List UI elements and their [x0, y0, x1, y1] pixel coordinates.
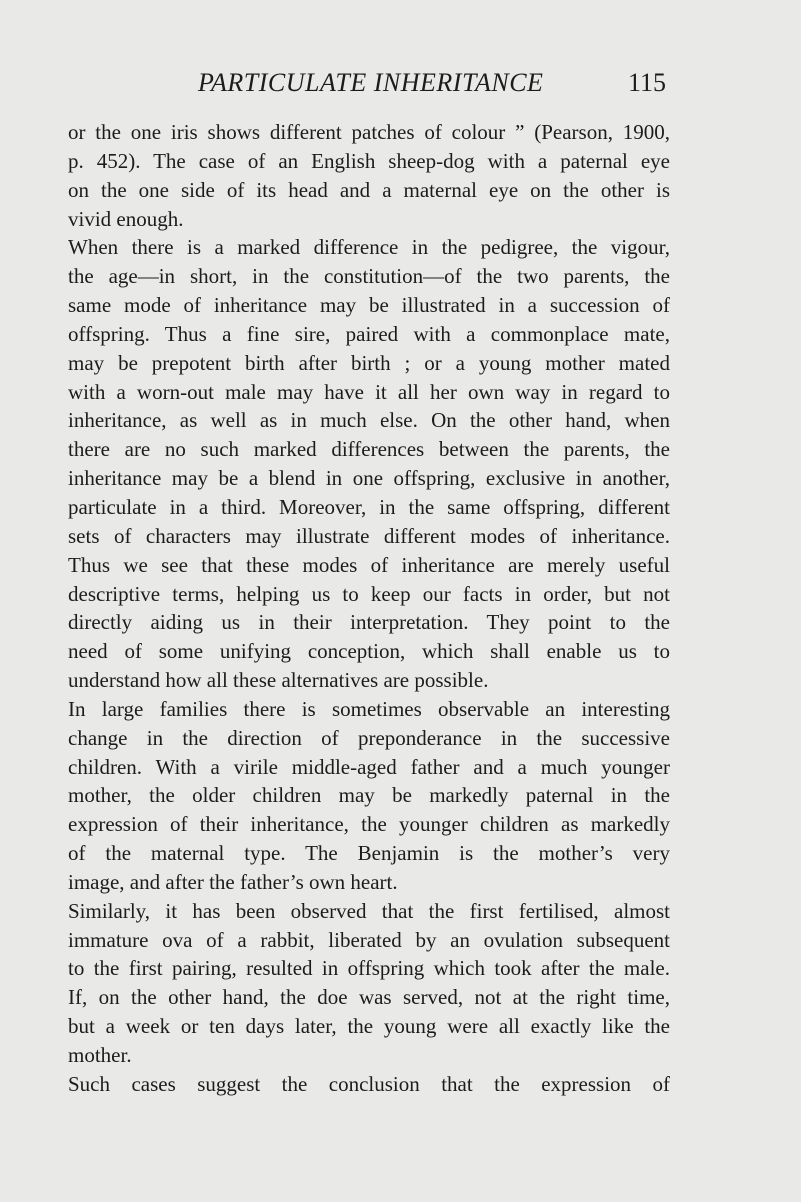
text-line: p. 452). The case of an English sheep-dog with a paternal eye: [68, 148, 670, 173]
text-line: Similarly, it has been observed that the first fertilised, almost: [68, 898, 670, 923]
text-line: or the one iris shows different patches of colour ” (Pearson, 1900,: [68, 120, 670, 144]
text-line: image, and after the father’s own heart.: [68, 869, 398, 894]
text-line: vivid enough.: [68, 206, 184, 231]
text-line: on the one side of its head and a maternal eye on the other is: [68, 177, 670, 202]
text-line: the age—in short, in the constitution—of the two parents, the: [68, 264, 670, 289]
text-line: descriptive terms, helping us to keep our facts in order, but not: [68, 581, 670, 606]
text-line: expression of their inheritance, the younger children as markedly: [68, 812, 670, 837]
body-text: [68, 118, 670, 1099]
text-line: to the first pairing, resulted in offspring which took after the male.: [68, 956, 670, 981]
text-line: there are no such marked differences between the parents, the: [68, 437, 670, 462]
text-line: inheritance may be a blend in one offspring, exclusive in another,: [68, 466, 670, 491]
text-line: particulate in a third. Moreover, in the same offspring, different: [68, 494, 670, 519]
text-line: change in the direction of preponderance in the successive: [68, 725, 670, 750]
text-line: Thus we see that these modes of inheritance are merely useful: [68, 552, 670, 577]
text-line: children. With a virile middle-aged father and a much younger: [68, 754, 670, 779]
text-line: but a week or ten days later, the young were all exactly like the: [68, 1014, 670, 1039]
text-line: same mode of inheritance may be illustrated in a succession of: [68, 293, 670, 318]
text-line: need of some unifying conception, which shall enable us to: [68, 639, 670, 664]
text-line: directly aiding us in their interpretation. They point to the: [68, 610, 670, 635]
text-line: When there is a marked difference in the pedigree, the vigour,: [68, 235, 670, 260]
text-line: understand how all these alternatives are possible.: [68, 668, 489, 693]
running-title: PARTICULATE INHERITANCE: [198, 68, 544, 97]
text-line: sets of characters may illustrate different modes of inheritance.: [68, 523, 670, 548]
text-line: Such cases suggest the conclusion that the expression of: [68, 1071, 670, 1096]
text-line: mother, the older children may be markedly paternal in the: [68, 783, 670, 808]
text-line: of the maternal type. The Benjamin is the mother’s very: [68, 841, 670, 866]
text-line: In large families there is sometimes observable an interesting: [68, 696, 670, 721]
text-line: immature ova of a rabbit, liberated by an ovulation subsequent: [68, 927, 670, 952]
text-line: with a worn-out male may have it all her own way in regard to: [68, 379, 670, 404]
text-line: inheritance, as well as in much else. On the other hand, when: [68, 408, 670, 433]
page-number: 115: [628, 68, 667, 97]
text-line: offspring. Thus a fine sire, paired with a commonplace mate,: [68, 321, 670, 346]
running-head: [0, 68, 801, 102]
text-line: If, on the other hand, the doe was served, not at the right time,: [68, 985, 670, 1010]
text-line: may be prepotent birth after birth ; or a young mother mated: [68, 350, 670, 375]
text-line: mother.: [68, 1043, 132, 1067]
